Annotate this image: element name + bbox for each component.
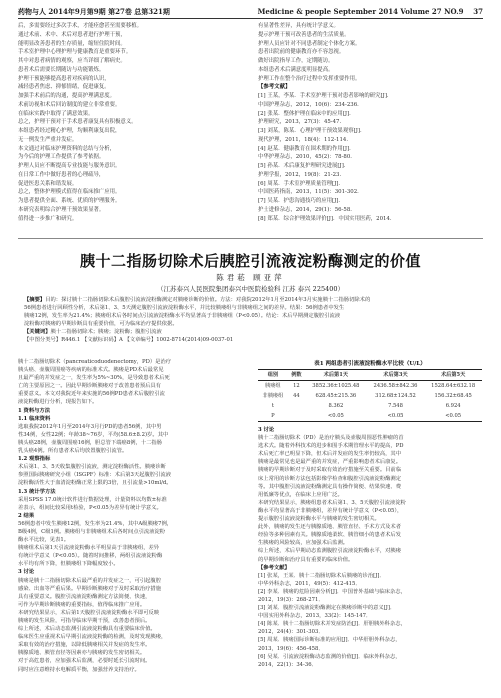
previous-article-text-line: 现代护理，2011，18(4)：112-114．	[258, 136, 352, 143]
previous-article-text-line: 本文通过对临床护理资料的总结与分析，	[18, 145, 116, 152]
table-cell: 2436.58±842.36	[373, 383, 418, 389]
body-text-line: 提示腹腔引流液淀粉酶水平与胰瘘的发生密切相关。	[258, 516, 380, 523]
previous-article-text-line: 护理人员应不断提高专业技能与服务意识。	[18, 163, 121, 169]
body-text-line: 重要意义。本文对我院近年来实施的56例PD患者术后腹腔引流	[18, 391, 165, 398]
table-cell: t	[271, 403, 274, 409]
table-cell: 非胰瘘组	[262, 393, 284, 399]
abstract-line	[24, 320, 477, 328]
table-cell: 6.924	[445, 403, 461, 409]
body-text-line: 床上常用的诊断方法包括影像学检查和腹腔引流液淀粉酶测定	[258, 475, 402, 482]
previous-article-text-line: 后，多需要经过多次手术，才能痊愈甚至需要移植。	[18, 23, 142, 29]
table-header-cell: 组别	[267, 372, 279, 378]
table-cell: 1528.64±632.18	[431, 383, 476, 389]
body-text-line: 2013，19(6)：456-458．	[258, 645, 324, 652]
previous-article-text-line: 护理学报，2012，19(8)：21-23．	[258, 171, 345, 178]
table-header-cell: 术后第5天	[440, 372, 466, 378]
table-header-cell: 术后第1天	[323, 372, 349, 378]
body-text-line: 生胰瘘的风险较高，应加强术后监测。	[258, 540, 349, 547]
body-text-line: 有统计学意义（P<0.05）。随着时间推移，两组引流液淀粉酶	[18, 553, 163, 560]
table-cell: <0.05	[387, 413, 404, 419]
table-cell: <0.05	[327, 413, 344, 419]
body-text-line: 胰腺质地、胰管直径等因素亦与胰瘘的发生密切相关。	[18, 650, 146, 657]
body-text-line: 采取有效的治疗措施，以降低胰瘘相关并发症的发生率。	[18, 642, 151, 649]
previous-article-text-line: 为今后的护理工作提供了参考依据。	[18, 154, 105, 161]
previous-article-text-line: 通过术前、术中、术后对患者进行护理干预，	[18, 31, 126, 38]
body-text-line: [5] 周某．胰瘘国际诊断标准的应用[J]．中华肝胆外科杂志，	[258, 637, 401, 644]
abstract-text	[24, 296, 477, 328]
keywords-label: 【关键词】	[24, 329, 51, 335]
body-text-line: 同时应注意维持水电解质平衡，加强营养支持治疗。	[18, 666, 140, 673]
abstract-line	[24, 312, 477, 320]
previous-article-text-line: 【参考文献】	[258, 84, 291, 91]
journal-info-left: 药物与人 2014年9月第9期 第27卷 总第321期	[18, 7, 170, 16]
body-text-line: 液淀粉酶进行分析，现报告如下。	[18, 399, 98, 406]
previous-article-text-line: [4] 赵某．健康教育在围术期的作用[J]．	[258, 145, 355, 152]
previous-article-text-line: [3] 刘某，陈某．心理护理干预效果观察[J]．	[258, 128, 366, 134]
table-body	[258, 381, 482, 422]
abstract-line-text: 胰瘘12例，发生率为21.4%；胰瘘组术后各时间点引流液淀粉酶水平均显著高于非胰瘘组（P<0.05）。结论：术后早期测定腹腔引流液	[24, 313, 341, 319]
table-cell	[288, 401, 305, 411]
body-right-column	[258, 358, 482, 686]
table-cell: 12	[293, 383, 300, 389]
body-text-line: 胰瘘是胰十二指肠切除术后最严重的并发症之一，可引起腹腔	[18, 577, 162, 584]
body-text-line: 选术式。随着外科技术的进步和围手术期管理水平的提高，PD	[258, 443, 404, 450]
body-text-line: 1.2 观察指标	[18, 456, 51, 463]
previous-article-text-line: 患者术后需要长期随访与功能锻炼。	[18, 66, 105, 73]
previous-article-text-line: 有显著性差异，具有统计学意义。	[258, 23, 339, 29]
body-text-line: [6] 吴某．引流液淀粉酶动态监测的价值[J]．临床外科杂志，	[258, 653, 401, 660]
body-text-line: 【参考文献】	[258, 564, 290, 571]
table-row	[258, 381, 482, 392]
previous-article-text-line: [2] 张某．整体护理在临床中的应用[J]．	[258, 110, 355, 117]
table-cell: 3852.36±1025.48	[312, 383, 360, 389]
previous-article-text-line: 护理干预能够提高患者对疾病的认识，	[18, 75, 110, 82]
body-text-line: 3 讨论	[258, 427, 275, 433]
body-text-line: 差表示，组间比较采用t检验，P<0.05为差异有统计学意义。	[18, 504, 162, 511]
body-text-line: 胰瘘组术后第1天引流液淀粉酶水平明显高于非胰瘘组，差异	[18, 545, 160, 552]
previous-article-text-line: 在临床实践中取得了满意效果。	[18, 110, 94, 117]
body-text-line: B级4例，C级1例。胰瘘组与非胰瘘组术后各时间点引流液淀粉	[18, 528, 166, 535]
table-row	[258, 391, 482, 401]
previous-article-text-line: [7] 吴某．护患沟通技巧的应用[J]．	[258, 198, 344, 204]
body-text-line: [4] 陈某．胰十二指肠切除术并发症防治[J]．肝胆胰外科杂志，	[258, 621, 406, 628]
journal-info-right	[258, 7, 483, 16]
body-text-line: 中国实用外科杂志，2013，33(2)：145-147．	[258, 613, 372, 620]
abstract-label: 【摘要】	[24, 297, 46, 303]
body-text-line: 乳头癌4例。所有患者术后均放置腹腔引流管。	[18, 448, 128, 455]
previous-article-text-line: 中国医药指南，2013，11(5)：301-302．	[258, 189, 363, 196]
running-header	[18, 6, 483, 18]
previous-article-text-line: [8] 郑某．综合护理效果评价[J]．中国实用医药，2014．	[258, 215, 396, 222]
body-text-line: 淀粉酶活性大于血清淀粉酶正常上限的3倍，且引流量>10ml/d。	[18, 480, 172, 487]
body-text-line: 具有重要意义。腹腔引流液淀粉酶测定方法简便、快速，	[18, 593, 151, 600]
body-text-line: 术后死亡率已明显下降，但术后并发症的发生率仍较高，其中	[258, 451, 402, 458]
body-text-line: 酶水平比较，见表1。	[18, 537, 70, 544]
previous-article-text-line: 为患者提供全面、系统、优质的护理服务。	[18, 198, 121, 204]
table-header-row	[258, 370, 482, 381]
body-text-line: 胰头癌、壶腹周围癌等疾病的标准术式。胰瘘是PD术后最常见	[18, 367, 164, 374]
body-text-line: 综上所述，术后动态监测引流液淀粉酶具有重要临床价值。	[18, 626, 156, 633]
previous-article-text-line: 术前访视和术后回访制度的建立非常重要。	[18, 101, 121, 108]
table-cell: 胰瘘组	[265, 383, 281, 389]
classification-line: 【中图分类号】R446.1 【文献标识码】A 【文章编号】1002-8714(2014)09-0037-01	[24, 337, 234, 343]
previous-article-text-line: 本组患者经过精心护理，均顺利康复出院，	[18, 128, 121, 134]
amylase-table	[258, 369, 482, 422]
table-cell: <0.05	[445, 413, 462, 419]
abstract-line-text: 56例患者进行回顾性分析，术后第1、3、5天测定腹腔引流液淀粉酶水平，并比较胰瘘组与非胰瘘组之间的差异。结果：56例患者中发生	[24, 305, 345, 311]
article-title: 胰十二指肠切除术后胰腔引流液淀粉酶测定的价值	[79, 252, 421, 270]
previous-article-text-line: 中国护理杂志，2012，10(6)：234-236．	[258, 101, 363, 108]
body-text-line: 且最严重的并发症之一，发生率为5%~30%，是导致患者术后死	[18, 375, 170, 382]
table-header-cell: 术后第3天	[383, 372, 408, 378]
body-text-line: 胰十二指肠切除术（pancreaticoduodenectomy，PD）是治疗	[18, 359, 172, 365]
journal-english-title: Medicine & people September 2014 Volume 27 NO.9	[257, 7, 464, 16]
keywords-line	[24, 328, 477, 336]
body-text-line: 2012，19(3)：268-271．	[258, 596, 324, 603]
body-text-line: 1.1 临床资料	[18, 415, 51, 422]
body-text-line: 可作为早期诊断胰瘘的重要指标，值得临床推广应用。	[18, 601, 146, 608]
previous-article-text-line: 护理工作在整个治疗过程中发挥重要作用。	[258, 75, 361, 82]
body-text-line: 的早期诊断和治疗具有重要的临床价值。	[258, 556, 354, 563]
table-cell: 156.32±68.45	[434, 393, 472, 399]
body-text-line: 用低廉等优点，在临床上应用广泛。	[258, 491, 343, 498]
previous-article-text-line: 中华护理杂志，2010，45(2)：78-80．	[258, 154, 356, 161]
body-text-line: 经验等多种因素有关。胰腺质地柔软、胰管细小的患者术后发	[258, 532, 402, 539]
previous-article-text-line: 减轻患者焦虑、抑郁情绪，促进康复。	[18, 84, 110, 91]
body-text-line: 胰瘘的早期诊断对于及时采取有效治疗措施至关重要。目前临	[258, 467, 402, 474]
article-affiliation: （江苏泰兴人民医院集团泰兴中医院检验科 江苏 泰兴 225400）	[156, 285, 344, 293]
table-cell: 628.45±215.36	[315, 393, 357, 399]
previous-article-text-line: 加强手术前后的沟通，提高护理满意度。	[18, 93, 116, 99]
body-text-line: 临床医生应重视术后早期引流液淀粉酶的检测，及时发现胰瘘，	[18, 634, 167, 641]
abstract-line-text: 目的：探讨胰十二指肠切除术后腹腔引流液淀粉酶测定对胰瘘诊断的价值。方法：对我院2012年1月至2014年3月实施胰十二指肠切除术的	[45, 297, 371, 303]
previous-article-text-line: 本组患者术后满意度明显提高。	[258, 66, 334, 73]
body-text-line: 胰瘘是最常见也是最严重的并发症，严重影响患者术后康复。	[258, 459, 402, 466]
article-divider	[18, 238, 483, 239]
body-text-line: 此外，胰瘘的发生还与胰腺质地、胰管直径、手术方式及术者	[258, 524, 402, 531]
table-cell: 8.362	[328, 403, 344, 409]
body-text-line: 选取我院2012年1月至2014年3月行PD的患者56例，其中男	[18, 423, 162, 430]
previous-article-text-line: 提示护理干预可改善患者的生活质量。	[258, 31, 350, 38]
table-row	[258, 401, 482, 411]
previous-article-text-line: 总之，整体护理模式值得在临床推广应用。	[18, 189, 121, 196]
body-text-line: 酶水平均显著高于非胰瘘组，差异有统计学意义（P<0.05），	[258, 507, 403, 514]
abstract-block	[24, 296, 477, 344]
table-header-cell: 例数	[291, 372, 302, 378]
data-table-box	[258, 360, 482, 422]
previous-article-left-column	[18, 22, 242, 232]
page-number: 37	[473, 7, 483, 16]
abstract-line-text: 淀粉酶对胰瘘的早期诊断具有重要价值，可为临床治疗提供依据。	[24, 321, 178, 327]
abstract-line	[24, 296, 477, 304]
previous-article-text-line: 患者出院前的健康教育亦不容忽视。	[258, 49, 345, 56]
previous-article-text-line: 本研究表明综合护理干预效果显著。	[18, 206, 105, 213]
previous-article-text-line: 能明显改善患者的生存质量，缩短住院时间。	[18, 40, 126, 47]
body-text-line: 术后第1、3、5天收集腹腔引流液，测定淀粉酶活性。胰瘘诊断	[18, 464, 166, 471]
body-text-line: 56例患者中发生胰瘘12例，发生率为21.4%，其中A级胰瘘7例，	[18, 520, 173, 527]
body-text-line: 3 讨论	[18, 569, 35, 576]
keywords-text: 胰十二指肠切除术；胰瘘；淀粉酶；腹腔引流液	[50, 329, 162, 335]
previous-article-right-column	[258, 22, 482, 232]
table-cell: 7.548	[388, 403, 403, 409]
previous-article-text-line: [5] 孙某．术后康复护理研究进展[J]．	[258, 163, 350, 169]
body-text-line: 水平均有所下降，但胰瘘组下降幅度较小。	[18, 561, 119, 568]
body-text-line: 对于高危患者，应加强术后监测，必要时延长引流时间。	[18, 658, 151, 665]
previous-article-text-line: 促进医患关系和谐发展。	[18, 180, 78, 187]
previous-article-text-line: 护士进修杂志，2014，29(1)：56-58．	[258, 206, 356, 213]
body-text-line: [2] 李某．胰瘘的危险因素分析[J]．中国普外基础与临床杂志，	[258, 588, 406, 595]
body-text-line: 综上所述，术后早期动态监测腹腔引流液淀粉酶水平，对胰瘘	[258, 548, 402, 555]
body-right-text	[258, 426, 482, 669]
body-left-column	[18, 358, 242, 686]
table-cell: P	[271, 413, 275, 419]
body-text-line: 胰瘘的发生风险，可指导临床早期干预，改善患者预后。	[18, 618, 151, 624]
body-text-line: 等。其中腹腔引流液淀粉酶测定具有操作简便、结果快速、费	[258, 483, 402, 490]
table-cell: 44	[293, 393, 300, 399]
body-text-line: 2 结果	[18, 512, 35, 519]
previous-article-text-line: 无一例发生严重并发症。	[18, 136, 78, 143]
previous-article-text-line: 其中对患者病情的观察，应当详细了解病史。	[18, 58, 126, 64]
body-text-line: [1] 张某，王某．胰十二指肠切除术后胰瘘的诊治[J]．	[258, 572, 385, 579]
previous-article-text-line: [1] 王某，李某．手术室护理干预对患者影响的研究[J]．	[258, 93, 393, 99]
table-cell: 312.68±124.52	[375, 393, 416, 399]
previous-article-text-line: 做好出院指导工作，定期随访。	[258, 58, 334, 64]
previous-article-text-line: 总之，护理干预对于手术患者康复具有积极意义。	[18, 119, 137, 126]
table-caption: 表1 两组患者引流液淀粉酶水平比较（U/L）	[314, 361, 426, 367]
header-rule	[18, 18, 483, 19]
table-cell	[288, 411, 305, 422]
body-text-line: 中华外科杂志，2011，49(5)：412-415．	[258, 580, 361, 587]
body-text-line: 采用SPSS 17.0统计软件进行数据处理，计量资料以均数±标准	[18, 496, 167, 503]
body-text-line: 本研究结果显示，术后第1天腹腔引流液淀粉酶水平即可反映	[18, 609, 160, 616]
body-text-line: [3] 刘某．腹腔引流液淀粉酶测定在胰瘘诊断中的意义[J]．	[258, 605, 396, 612]
body-text-line: 性34例，女性22例；年龄38~76岁，平均(58.6±8.2)岁。其中	[18, 431, 169, 438]
previous-article-text-line: 在日常工作中做好患者的心理疏导，	[18, 171, 105, 178]
previous-article-text-line: [6] 周某．手术室护理质量管理[J]．	[258, 180, 344, 187]
abstract-line	[24, 304, 477, 312]
body-text-line: 2012，24(4)：301-303．	[258, 629, 324, 636]
body-text-line: 1 资料与方法	[18, 407, 51, 414]
previous-article-text-line: 护理人员应针对不同患者制定个体化方案。	[258, 40, 361, 47]
body-text-line: 胰头癌28例，壶腹周围癌16例，胆总管下端癌8例，十二指肠	[18, 439, 162, 446]
body-text-line: 参照国际胰瘘研究小组（ISGPF）标准：术后第3天起腹腔引流液	[18, 472, 171, 479]
table-row	[258, 411, 482, 422]
article-authors: 陈君菘 顾亚萍	[216, 273, 285, 282]
body-text-line: 1.3 统计学方法	[18, 488, 56, 495]
body-text-line: 亡的主要原因之一。因此早期诊断胰瘘对于改善患者预后具有	[18, 383, 162, 390]
previous-article-text-line: 值得进一步推广和研究。	[18, 215, 78, 222]
body-text-line: 本研究结果显示，胰瘘组患者术后第1、3、5天腹腔引流液淀粉	[258, 499, 406, 506]
previous-article-text-line: 护理研究，2013，27(3)：45-47．	[258, 119, 345, 126]
body-text-line: 感染、出血等严重后果。早期诊断胰瘘对于及时采取治疗措施	[18, 585, 162, 592]
body-text-line: 2014，22(1)：34-36．	[258, 661, 317, 668]
previous-article-text-line: 手术室护理中心理护理与健康教育是重要环节。	[18, 49, 132, 56]
body-text-line: 胰十二指肠切除术（PD）是治疗胰头及壶腹周围恶性肿瘤的首	[258, 435, 404, 442]
